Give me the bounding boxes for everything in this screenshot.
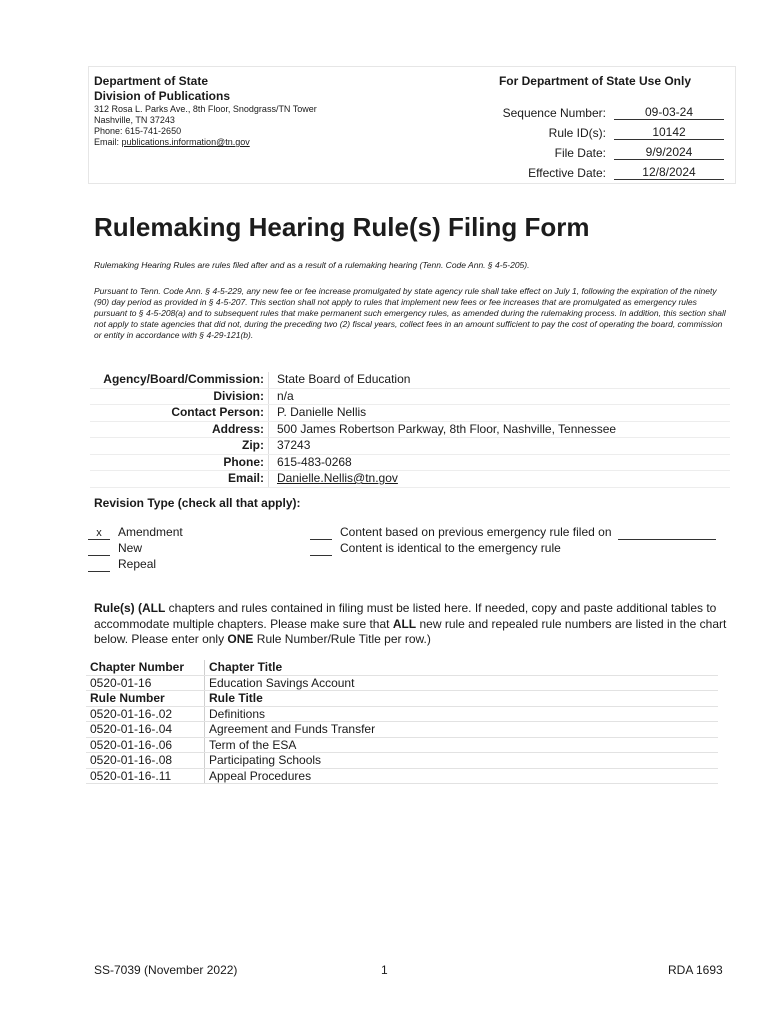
department-name: Department of State <box>94 74 209 88</box>
publisher-email-link[interactable]: publications.information@tn.gov <box>121 137 250 147</box>
rule-title-cell: Agreement and Funds Transfer <box>205 722 719 738</box>
chapter-number-header: Chapter Number <box>86 660 205 675</box>
checkbox-mark[interactable] <box>88 543 110 556</box>
rule-title-header: Rule Title <box>205 691 719 707</box>
form-number: SS-7039 (November 2022) <box>94 963 238 977</box>
rules-lead: Rule(s) ( <box>94 601 142 615</box>
rule-number-cell: 0520-01-16-.08 <box>86 753 205 769</box>
info-value: n/a <box>277 388 294 403</box>
state-use-block <box>470 74 730 180</box>
effective-date-row <box>470 160 730 180</box>
revision-option-emergency-based[interactable] <box>310 524 716 540</box>
rule-title-cell: Participating Schools <box>205 753 719 769</box>
table-header-row <box>86 691 718 707</box>
option-label: Content based on previous emergency rule filed on <box>340 525 612 539</box>
revision-option-emergency-identical[interactable] <box>310 540 716 556</box>
chapter-title-cell: Education Savings Account <box>205 675 719 691</box>
publisher-phone: Phone: 615-741-2650 <box>94 126 182 136</box>
publisher-email-line <box>94 137 454 148</box>
info-key: Division: <box>90 389 269 405</box>
emergency-date-field[interactable] <box>618 527 716 540</box>
meta-label: File Date: <box>554 146 606 160</box>
checkbox-mark[interactable] <box>310 543 332 556</box>
info-row-agency <box>90 372 730 389</box>
rule-id-value: 10142 <box>614 125 724 140</box>
info-row-contact <box>90 405 730 422</box>
chapter-number-cell: 0520-01-16 <box>86 675 205 691</box>
rule-number-header: Rule Number <box>86 691 205 707</box>
option-label: Repeal <box>118 557 157 571</box>
contact-email-link[interactable]: Danielle.Nellis@tn.gov <box>277 471 398 485</box>
file-date-row <box>470 140 730 160</box>
rule-id-row <box>470 120 730 140</box>
checkbox-mark[interactable] <box>88 559 110 572</box>
publisher-city: Nashville, TN 37243 <box>94 115 175 125</box>
info-key: Contact Person: <box>90 405 269 421</box>
checkbox-mark[interactable]: x <box>88 527 110 540</box>
table-row <box>86 722 718 738</box>
rules-table <box>86 660 718 784</box>
emphasis-one: ONE <box>227 632 254 646</box>
emphasis-all: ALL <box>392 616 417 631</box>
revision-left-group <box>88 524 183 572</box>
rule-number-cell: 0520-01-16-.02 <box>86 706 205 722</box>
emphasis-all: ALL <box>142 601 166 615</box>
table-row <box>86 706 718 722</box>
publisher-address: 312 Rosa L. Parks Ave., 8th Floor, Snodgrass/TN Tower <box>94 104 317 114</box>
rules-text: new rule and repealed rule numbers are listed in the chart below. Please enter only <box>94 616 727 646</box>
info-value: State Board of Education <box>277 372 411 386</box>
rule-title-cell: Term of the ESA <box>205 737 719 753</box>
info-key: Agency/Board/Commission: <box>90 372 269 388</box>
revision-heading: Revision Type (check all that apply): <box>94 496 301 510</box>
info-value: 500 James Robertson Parkway, 8th Floor, Nashville, Tennessee <box>277 421 617 436</box>
state-use-title: For Department of State Use Only <box>498 74 692 88</box>
revision-option-new[interactable] <box>88 540 183 556</box>
table-row <box>86 753 718 769</box>
publisher-block <box>94 74 454 148</box>
revision-option-amendment[interactable] <box>88 524 183 540</box>
info-key: Phone: <box>90 455 269 471</box>
table-row <box>86 768 718 784</box>
rules-text: Rule Number/Rule Title per row.) <box>253 632 431 646</box>
rule-title-cell: Definitions <box>205 706 719 722</box>
rules-instructions <box>94 601 730 648</box>
option-label: Amendment <box>118 525 183 539</box>
email-label: Email: <box>94 137 122 147</box>
info-key: Email: <box>90 471 269 487</box>
revision-option-repeal[interactable] <box>88 556 183 572</box>
option-label: New <box>118 541 143 555</box>
rule-number-cell: 0520-01-16-.11 <box>86 768 205 784</box>
effective-date-value: 12/8/2024 <box>614 165 724 180</box>
table-row <box>86 675 718 691</box>
page-number: 1 <box>381 963 388 977</box>
info-row-zip <box>90 438 730 455</box>
fee-paragraph: Pursuant to Tenn. Code Ann. § 4-5-229, any new fee or fee increase promulgated by state agency rule shall take effect on July 1, following the expiration of the ninety (90) day period as provided in § 4-5-207. This section shall not apply to rules that implement new fees or fee increases that are promulgated as emergency rules pursuant to § 4-5-208(a) and to subsequent rules that make permanent such emergency rules, as amended during the rulemaking process. In addition, this section shall not apply to state agencies that did not, during the preceding two (2) fiscal years, collect fees in an amount sufficient to pay the cost of operating the board, commission or entity in accordance with § 4-29-121(b). <box>94 286 726 340</box>
chapter-title-header: Chapter Title <box>205 660 719 675</box>
info-row-address <box>90 422 730 439</box>
rule-number-cell: 0520-01-16-.04 <box>86 722 205 738</box>
meta-label: Rule ID(s): <box>548 126 606 140</box>
option-label: Content is identical to the emergency rule <box>340 541 561 555</box>
info-value: 615-483-0268 <box>277 454 352 469</box>
info-value: 37243 <box>277 438 311 452</box>
info-row-phone <box>90 455 730 472</box>
file-date-value: 9/9/2024 <box>614 145 724 160</box>
info-row-division <box>90 389 730 406</box>
page-subtitle: Rulemaking Hearing Rules are rules filed after and as a result of a rulemaking hearing (Tenn. Code Ann. § 4-5-205). <box>94 260 530 270</box>
info-key: Zip: <box>90 438 269 454</box>
rda-number: RDA 1693 <box>668 963 723 977</box>
revision-right-group <box>310 524 716 556</box>
sequence-number-row <box>470 100 730 120</box>
info-row-email <box>90 471 730 488</box>
agency-info-table <box>90 372 730 488</box>
page-title: Rulemaking Hearing Rule(s) Filing Form <box>94 212 590 242</box>
rule-number-cell: 0520-01-16-.06 <box>86 737 205 753</box>
table-header-row <box>86 660 718 675</box>
checkbox-mark[interactable] <box>310 527 332 540</box>
info-key: Address: <box>90 422 269 438</box>
meta-label: Sequence Number: <box>502 106 606 120</box>
meta-label: Effective Date: <box>528 166 606 180</box>
table-row <box>86 737 718 753</box>
division-name: Division of Publications <box>94 89 231 103</box>
sequence-number-value: 09-03-24 <box>614 105 724 120</box>
rules-text: chapters and rules contained in filing must be listed here. If needed, copy and paste additional tables to accommodate multiple chapters. Please make sure that <box>94 601 717 631</box>
info-value: P. Danielle Nellis <box>277 405 367 419</box>
rule-title-cell: Appeal Procedures <box>205 768 719 784</box>
